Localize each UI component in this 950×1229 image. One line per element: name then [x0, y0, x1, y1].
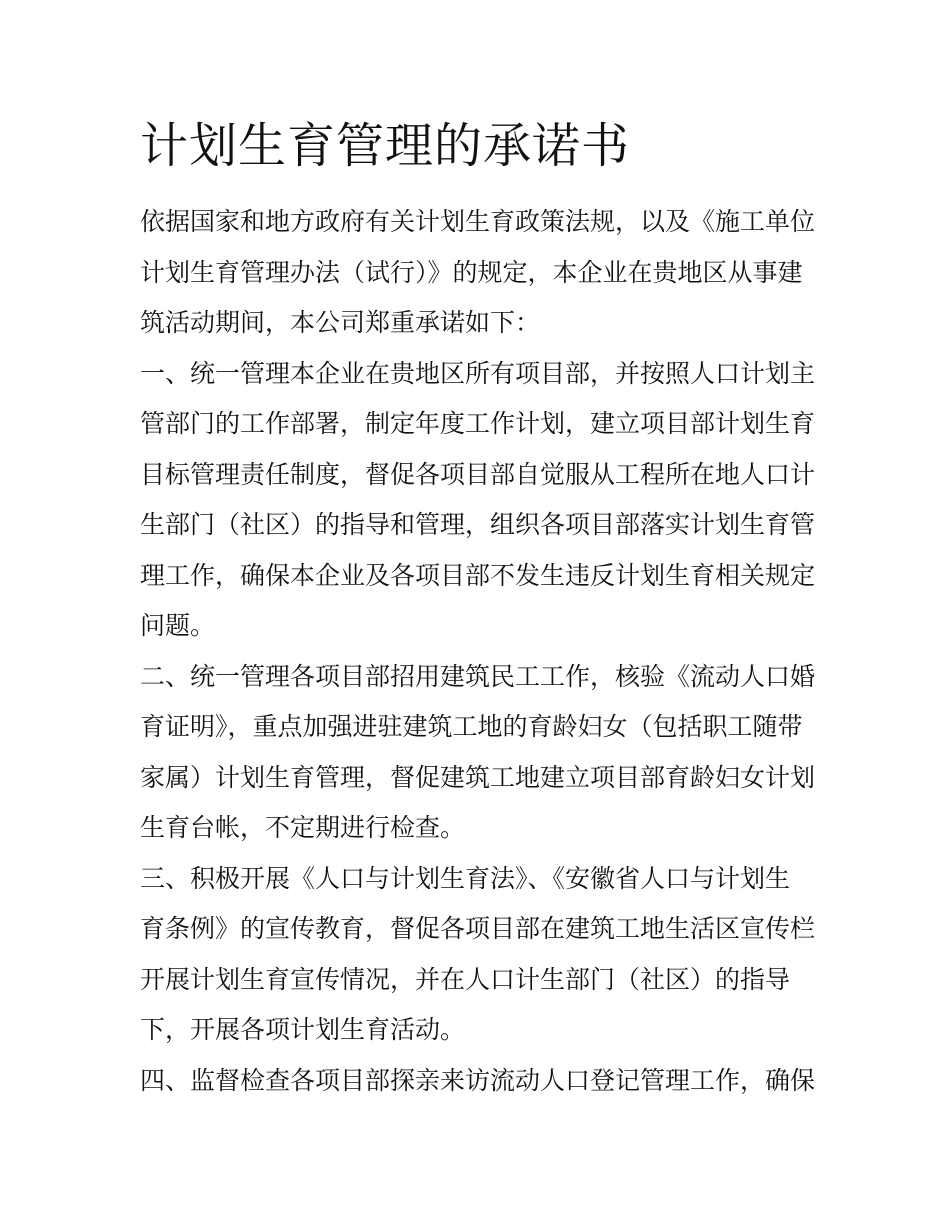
text-line: 育条例》的宣传教育，督促各项目部在建筑工地生活区宣传栏 — [140, 914, 816, 943]
text-line: 管部门的工作部署，制定年度工作计划，建立项目部计划生育 — [140, 409, 816, 438]
text-line: 开展计划生育宣传情况，并在人口计生部门（社区）的指导 — [140, 965, 791, 994]
text-line: 依据国家和地方政府有关计划生育政策法规，以及《施工单位 — [140, 207, 816, 236]
text-line: 筑活动期间，本公司郑重承诺如下： — [140, 308, 541, 337]
text-line: 问题。 — [140, 611, 216, 640]
text-line: 下，开展各项计划生育活动。 — [140, 1015, 466, 1044]
text-line: 四、监督检查各项目部探亲来访流动人口登记管理工作，确保 — [140, 1066, 816, 1095]
text-line: 理工作，确保本企业及各项目部不发生违反计划生育相关规定 — [140, 561, 816, 590]
text-line: 二、统一管理各项目部招用建筑民工工作，核验《流动人口婚 — [140, 662, 816, 691]
text-line: 生部门（社区）的指导和管理，组织各项目部落实计划生育管 — [140, 510, 816, 539]
text-line: 计划生育管理办法（试行）》的规定，本企业在贵地区从事建 — [140, 258, 803, 287]
text-line: 一、统一管理本企业在贵地区所有项目部，并按照人口计划主 — [140, 359, 816, 388]
text-line: 育证明》，重点加强进驻建筑工地的育龄妇女（包括职工随带 — [140, 712, 803, 741]
text-line: 三、积极开展《人口与计划生育法》、《安徽省人口与计划生 — [140, 864, 791, 893]
document-title: 计划生育管理的承诺书 — [140, 118, 631, 174]
text-line: 目标管理责任制度，督促各项目部自觉服从工程所在地人口计 — [140, 460, 816, 489]
text-line: 生育台帐，不定期进行检查。 — [140, 813, 466, 842]
text-line: 家属）计划生育管理，督促建筑工地建立项目部育龄妇女计划 — [140, 763, 816, 792]
